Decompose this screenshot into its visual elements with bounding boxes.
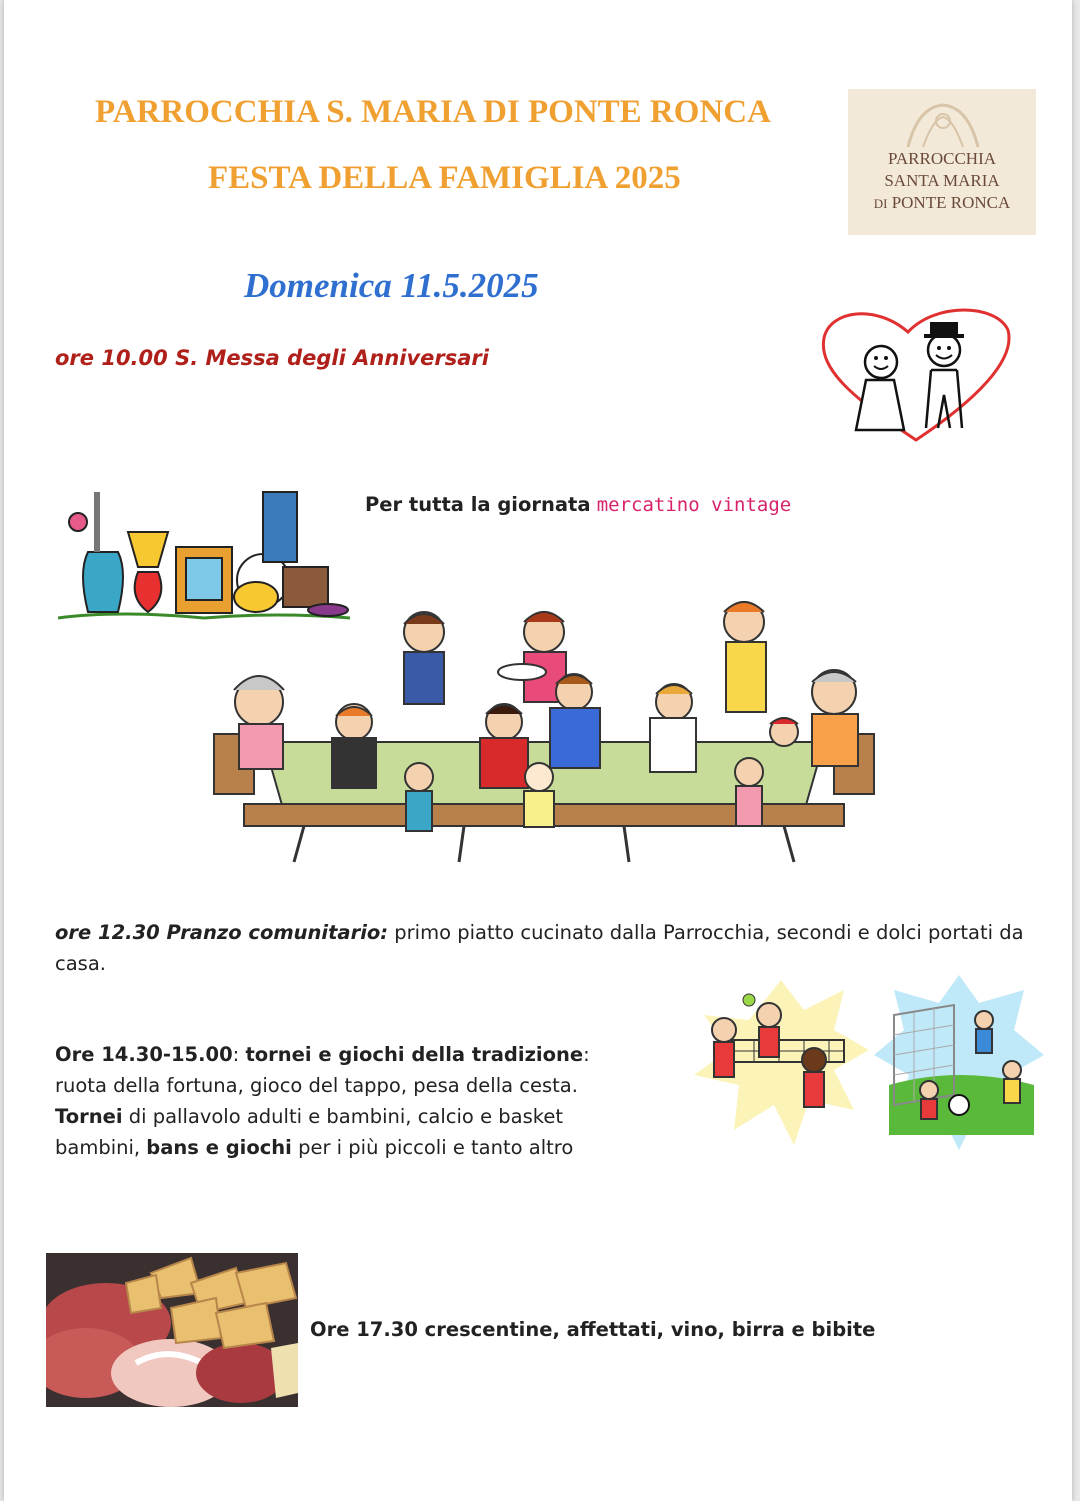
- header-event-title: FESTA DELLA FAMIGLIA 2025: [208, 160, 681, 196]
- flyer-page: [4, 0, 1072, 1501]
- mercatino-prefix: Per tutta la giornata: [365, 493, 591, 516]
- event-date: Domenica 11.5.2025: [244, 266, 539, 305]
- parish-logo: [848, 89, 1036, 235]
- heart-couple-illustration: [816, 300, 1016, 446]
- food-photo: [46, 1253, 298, 1407]
- evening-food-line: Ore 17.30 crescentine, affettati, vino, birra e bibite: [310, 1318, 876, 1341]
- games-paragraph: [55, 1039, 630, 1163]
- mercatino-line: [365, 489, 791, 521]
- games-tornei: Tornei: [55, 1105, 123, 1128]
- logo-line-2: SANTA MARIA: [884, 171, 1000, 190]
- games-text-2: di pallavolo adulti e bambini, calcio e basket bambini,: [55, 1105, 563, 1159]
- games-time: Ore 14.30-15.00: [55, 1043, 233, 1066]
- lunch-description: primo piatto cucinato dalla Parrocchia, secondi e dolci portati da casa.: [55, 921, 1024, 975]
- logo-line-3: [848, 192, 1036, 215]
- family-table-illustration: [204, 572, 876, 882]
- logo-line-3-prefix: DI: [873, 196, 888, 211]
- mercatino-highlight: mercatino vintage: [596, 494, 792, 516]
- lunch-time: ore 12.30 Pranzo comunitario:: [55, 921, 389, 944]
- games-title: tornei e giochi della tradizione: [245, 1043, 584, 1066]
- games-bans: bans e giochi: [146, 1136, 292, 1159]
- logo-line-3-rest: PONTE RONCA: [891, 193, 1011, 212]
- header-parish-name: PARROCCHIA S. MARIA DI PONTE RONCA: [95, 94, 771, 130]
- games-sep: :: [232, 1043, 246, 1066]
- soccer-illustration: [874, 975, 1044, 1150]
- logo-line-1: PARROCCHIA: [887, 149, 997, 168]
- lunch-paragraph: [55, 917, 1045, 979]
- games-text-3: per i più piccoli e tanto altro: [291, 1136, 574, 1159]
- volleyball-illustration: [694, 980, 869, 1145]
- games-text-1: : ruota della fortuna, gioco del tappo, pesa della cesta.: [55, 1043, 590, 1097]
- mass-time: ore 10.00 S. Messa degli Anniversari: [55, 346, 489, 370]
